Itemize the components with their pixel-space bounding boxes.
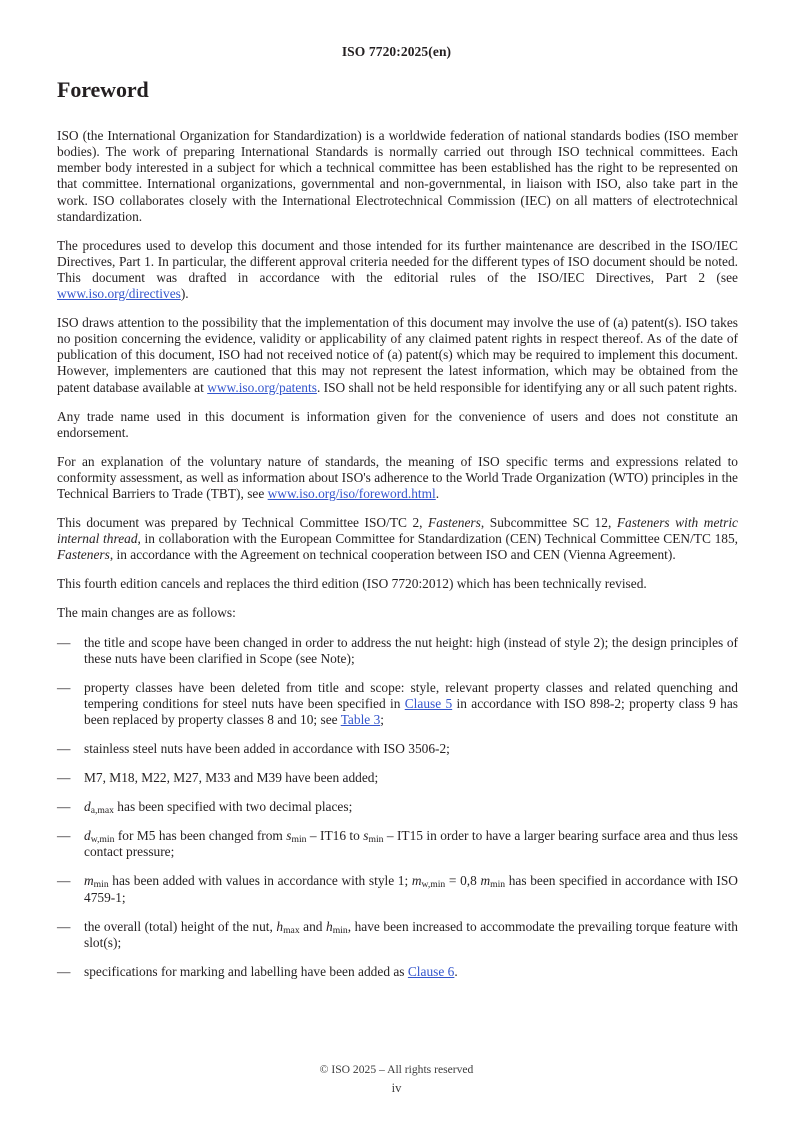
symbol-m-min-1 <box>84 873 109 891</box>
list-item-text: M7, M18, M22, M27, M33 and M39 have been added; <box>84 770 379 786</box>
list-item-text-seg-2: in accordance with ISO 898-2; property class 9 has been replaced by property classes 8 and 10; see <box>84 695 738 727</box>
link-clause-6[interactable]: Clause 6 <box>407 963 455 979</box>
list-item-text-seg-1: has been added with values in accordance with style 1; <box>108 873 412 889</box>
symbol-subscript: a,max <box>90 805 114 817</box>
tc-italic-fasteners-metric: Fasteners with metric internal thread <box>57 515 738 547</box>
symbol-subscript: min <box>368 834 384 846</box>
link-clause-5[interactable]: Clause 5 <box>404 695 453 711</box>
em-dash-bullet: — <box>57 963 71 979</box>
symbol-base: m <box>84 873 94 889</box>
running-head: ISO 7720:2025(en) <box>341 44 452 59</box>
paragraph-wto <box>57 454 738 502</box>
tc-seg-3: , in collaboration with the European Committee for Standardization (CEN) Technical Committee CEN/TC 185, <box>137 531 738 547</box>
footer-page-number: iv <box>391 1081 402 1095</box>
symbol-subscript: w,min <box>90 834 115 846</box>
list-item-text-seg-1: for M5 has been changed from <box>114 828 287 844</box>
tc-seg-4: , in accordance with the Agreement on technical cooperation between ISO and CEN (Vienna Agreement). <box>109 547 676 563</box>
em-dash-bullet: — <box>57 828 71 844</box>
list-item-text: the title and scope have been changed in order to address the nut height: high (instead of style 2); the design principles of these nuts have been clarified in Scope (see Note); <box>84 634 738 666</box>
tc-seg-1: This document was prepared by Technical Committee ISO/TC 2, <box>57 515 429 531</box>
symbol-subscript: max <box>283 924 300 936</box>
list-item-text-seg-2: = 0,8 <box>445 873 481 889</box>
symbol-base: m <box>411 873 422 889</box>
footer-copyright: © ISO 2025 – All rights reserved <box>319 1063 474 1076</box>
list-item-text-seg-1: specifications for marking and labelling have been added as <box>84 963 408 979</box>
symbol-subscript: w,min <box>421 879 446 891</box>
paragraph-trade-name: Any trade name used in this document is information given for the convenience of users and does not constitute an endorsement. <box>57 408 738 440</box>
list-item-text-seg-2: and <box>299 918 327 934</box>
paragraph-wto-tail: . <box>435 485 440 501</box>
list-item <box>57 964 738 980</box>
list-item <box>57 919 738 951</box>
symbol-h-max <box>276 919 299 934</box>
paragraph-patents-text: ISO draws attention to the possibility that the implementation of this document may involve the use of (a) patent(s). ISO takes no position concerning the evidence, validity or applicability of any claimed patent rights in respect thereof. As of the date of publication of this document, ISO had not received notice of (a) patent(s) which may be required to implement this document. However, implementers are cautioned that this may not represent the latest information, which may be obtained from the patent database available at <box>57 315 738 395</box>
paragraph-procedures <box>57 238 738 302</box>
list-item-text: stainless steel nuts have been added in accordance with ISO 3506-2; <box>84 741 450 756</box>
list-item-text-seg-2: – IT16 to <box>306 828 364 844</box>
list-item-text-seg-2: . <box>454 963 458 979</box>
link-iso-directives[interactable]: www.iso.org/directives <box>57 286 181 302</box>
paragraph-iso-intro: ISO (the International Organization for Standardization) is a worldwide federation of national standards bodies (ISO member bodies). The work of preparing International Standards is normally carried out through ISO technical committees. Each member body interested in a subject for which a technical committee has been established has the right to be represented on that committee. International organizations, governmental and non-governmental, in liaison with ISO, also take part in the work. ISO collaborates closely with the International Electrotechnical Commission (IEC) on all matters of electrotechnical standardization. <box>57 128 738 224</box>
symbol-m-min-2 <box>480 873 506 891</box>
tc-seg-2: , Subcommittee SC 12, <box>480 515 617 531</box>
em-dash-bullet: — <box>57 918 71 934</box>
symbol-d-w-min <box>84 828 115 846</box>
link-table-3[interactable]: Table 3 <box>340 711 381 727</box>
em-dash-bullet: — <box>57 873 71 889</box>
list-item <box>57 635 738 667</box>
symbol-m-w-min <box>411 873 446 891</box>
page-content <box>57 78 738 993</box>
tc-italic-fasteners-2: Fasteners <box>57 547 110 563</box>
list-item-text-seg-3: – IT15 in order to have a larger bearing surface area and thus less contact pressure; <box>84 828 739 860</box>
symbol-base: h <box>276 918 284 934</box>
em-dash-bullet: — <box>57 741 71 756</box>
symbol-base: m <box>480 873 491 889</box>
list-item-text-seg-1: the overall (total) height of the nut, <box>84 918 277 934</box>
list-item <box>57 741 738 757</box>
em-dash-bullet: — <box>57 634 71 650</box>
list-item-text: has been specified with two decimal places; <box>113 799 353 815</box>
list-item <box>57 799 738 815</box>
paragraph-technical-committee <box>57 515 738 563</box>
symbol-base: s <box>286 828 292 844</box>
list-item <box>57 873 738 905</box>
link-iso-foreword[interactable]: www.iso.org/iso/foreword.html <box>267 485 436 501</box>
paragraph-wto-text: For an explanation of the voluntary nature of standards, the meaning of ISO specific terms and expressions related to conformity assessment, as well as information about ISO's adherence to the World Trade Organization (WTO) principles in the Technical Barriers to Trade (TBT), see <box>57 453 738 501</box>
symbol-base: d <box>84 799 91 815</box>
symbol-s-min-2 <box>363 828 384 846</box>
symbol-d-a-max <box>84 799 114 817</box>
symbol-h-min <box>326 919 348 934</box>
paragraph-edition: This fourth edition cancels and replaces the third edition (ISO 7720:2012) which has been technically revised. <box>57 576 647 592</box>
symbol-base: s <box>363 828 369 844</box>
list-item <box>57 680 738 728</box>
symbol-base: h <box>326 918 333 934</box>
em-dash-bullet: — <box>57 799 71 815</box>
em-dash-bullet: — <box>57 679 71 695</box>
list-item-text-seg-3: ; <box>380 711 385 727</box>
symbol-subscript: min <box>490 879 506 891</box>
paragraph-procedures-text: The procedures used to develop this document and those intended for its further maintenance are described in the ISO/IEC Directives, Part 1. In particular, the different approval criteria needed for the different types of ISO document should be noted. This document was drafted in accordance with the editorial rules of the ISO/IEC Directives, Part 2 (see <box>57 237 738 285</box>
page-title: Foreword <box>57 77 149 102</box>
list-item-text-seg-3: has been specified in accordance with ISO 4759-1; <box>84 873 738 905</box>
list-item <box>57 770 738 786</box>
list-item-text-seg-1: property classes have been deleted from title and scope: style, relevant property classes and related quenching and tempering conditions for steel nuts have been specified in <box>84 679 738 711</box>
paragraph-patents <box>57 315 738 395</box>
paragraph-main-changes-intro: The main changes are as follows: <box>57 605 236 621</box>
list-item <box>57 828 738 860</box>
main-changes-list <box>57 635 738 980</box>
symbol-subscript: min <box>332 924 348 936</box>
paragraph-patents-tail: . ISO shall not be held responsible for identifying any or all such patent rights. <box>316 379 738 395</box>
em-dash-bullet: — <box>57 770 71 786</box>
paragraph-procedures-tail: ). <box>180 286 189 302</box>
list-item-text-seg-3: , have been increased to accommodate the prevailing torque feature with slot(s); <box>84 918 739 950</box>
link-iso-patents[interactable]: www.iso.org/patents <box>207 379 317 395</box>
symbol-subscript: min <box>93 879 109 891</box>
symbol-subscript: min <box>291 834 307 846</box>
tc-italic-fasteners-1: Fasteners <box>428 515 481 531</box>
symbol-s-min-1 <box>286 828 307 846</box>
symbol-base: d <box>84 828 91 844</box>
